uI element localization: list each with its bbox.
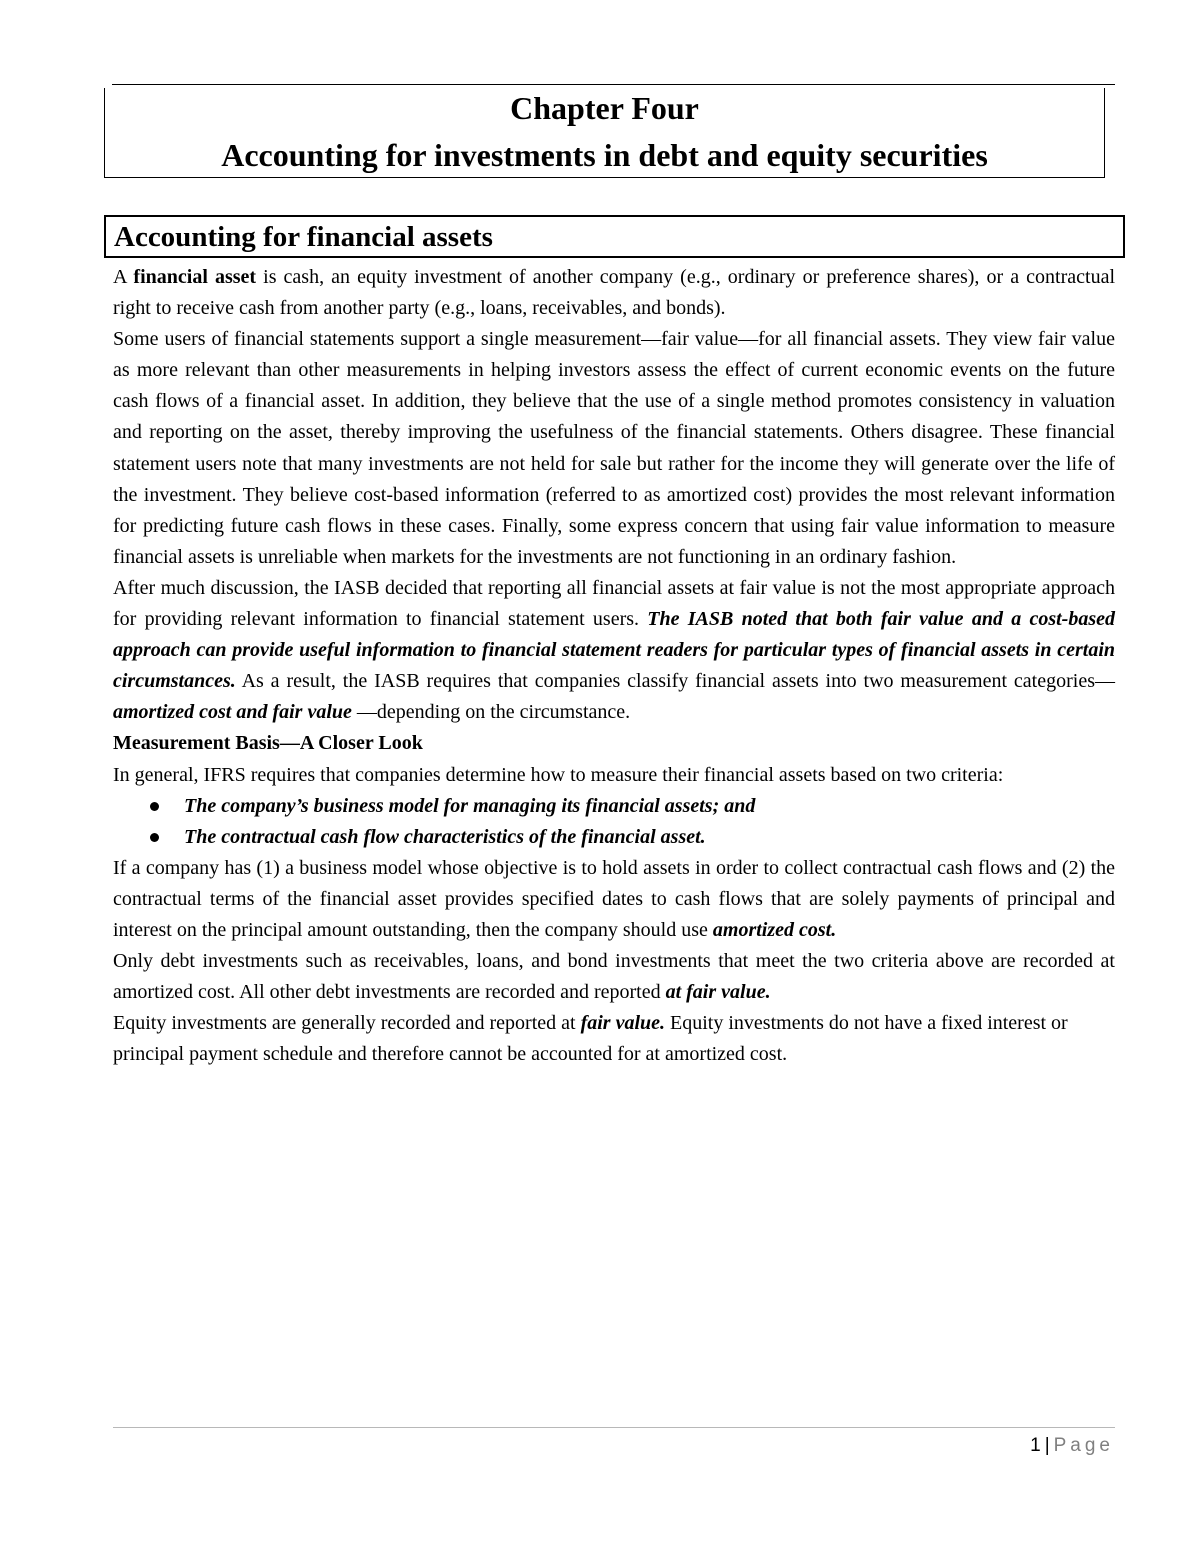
paragraph-equity-investments <box>113 1008 1115 1070</box>
page-number: 1 <box>1030 1435 1041 1456</box>
paragraph-criteria-intro: In general, IFRS requires that companies determine how to measure their financial assets based on two criteria: <box>113 763 1004 786</box>
header-rule <box>112 84 1115 85</box>
text-run: After much discussion, the IASB decided that reporting all financial assets at fair value is not the most appropriate approach for providing relevant information to financial statement users. <box>113 576 1115 631</box>
list-item-text: The company’s business model for managing its financial assets; and <box>184 794 756 817</box>
text-run: As a result, the IASB requires that companies classify financial assets into two measurement categories— <box>235 670 1115 693</box>
text-run: is cash, an equity investment of another company (e.g., ordinary or preference shares), or a contractual right to receive cash from another party (e.g., loans, receivables, and bonds). <box>113 266 1116 320</box>
body-text <box>113 262 1115 1070</box>
measurement-subheading: Measurement Basis—A Closer Look <box>113 732 423 755</box>
bullet-icon <box>150 802 159 811</box>
chapter-title: Chapter Four <box>510 90 699 126</box>
emphasis-text: fair value. <box>580 1012 666 1035</box>
defined-term: financial asset <box>133 266 257 288</box>
paragraph-iasb-decision <box>113 573 1115 728</box>
text-run: —depending on the circumstance. <box>351 701 631 724</box>
text-run: Only debt investments such as receivables, loans, and bond investments that meet the two criteria above are recorded at amortized cost. All other debt investments are recorded and reported <box>113 950 1115 1004</box>
paragraph-financial-asset-definition <box>113 262 1115 324</box>
emphasis-text: The IASB noted that both fair value and a cost-based approach can provide useful information to financial statement readers for particular types of financial assets in certain circumstances. <box>113 608 1115 693</box>
footer-rule <box>113 1427 1115 1428</box>
emphasis-text: at fair value. <box>665 981 771 1004</box>
section-heading: Accounting for financial assets <box>114 221 493 253</box>
text-run: Equity investments do not have a fixed interest or principal payment schedule and therefore cannot be accounted for at amortized cost. <box>113 1012 1068 1066</box>
page-label: Page <box>1053 1435 1114 1456</box>
bullet-icon <box>150 833 159 842</box>
footer-separator: | <box>1044 1435 1050 1456</box>
text-run: If a company has (1) a business model whose objective is to hold assets in order to collect contractual cash flows and (2) the contractual terms of the financial asset provides specified dates to cash flows that are solely payments of principal and interest on the principal amount outstanding, then the company should use <box>113 856 1115 941</box>
text-run: A <box>113 266 134 288</box>
paragraph-amortized-cost-conditions <box>113 853 1115 946</box>
paragraph-fair-value-debate: Some users of financial statements support a single measurement—fair value—for all financial assets. They view fair value as more relevant than other measurements in helping investors assess the effect of current economic events on the future cash flows of a financial asset. In addition, they believe that the use of a single method promotes consistency in valuation and reporting on the asset, thereby improving the usefulness of the financial statements. Others disagree. These financial statement users note that many investments are not held for sale but rather for the income they will generate over the life of the investment. They believe cost-based information (referred to as amortized cost) provides the most relevant information for predicting future cash flows in these cases. Finally, some express concern that using fair value information to measure financial assets is unreliable when markets for the investments are not functioning in an ordinary fashion. <box>113 328 1115 568</box>
page-footer <box>1030 1431 1114 1461</box>
emphasis-text: amortized cost and fair value <box>113 701 352 724</box>
list-item-text: The contractual cash flow characteristics of the financial asset. <box>184 825 706 848</box>
list-item <box>113 791 1115 822</box>
emphasis-text: amortized cost. <box>712 918 837 941</box>
criteria-list <box>113 791 1115 853</box>
list-item <box>113 822 1115 853</box>
paragraph-debt-investments <box>113 946 1115 1008</box>
chapter-subtitle: Accounting for investments in debt and equity securities <box>221 137 988 173</box>
text-run: Equity investments are generally recorded and reported at <box>113 1012 581 1035</box>
